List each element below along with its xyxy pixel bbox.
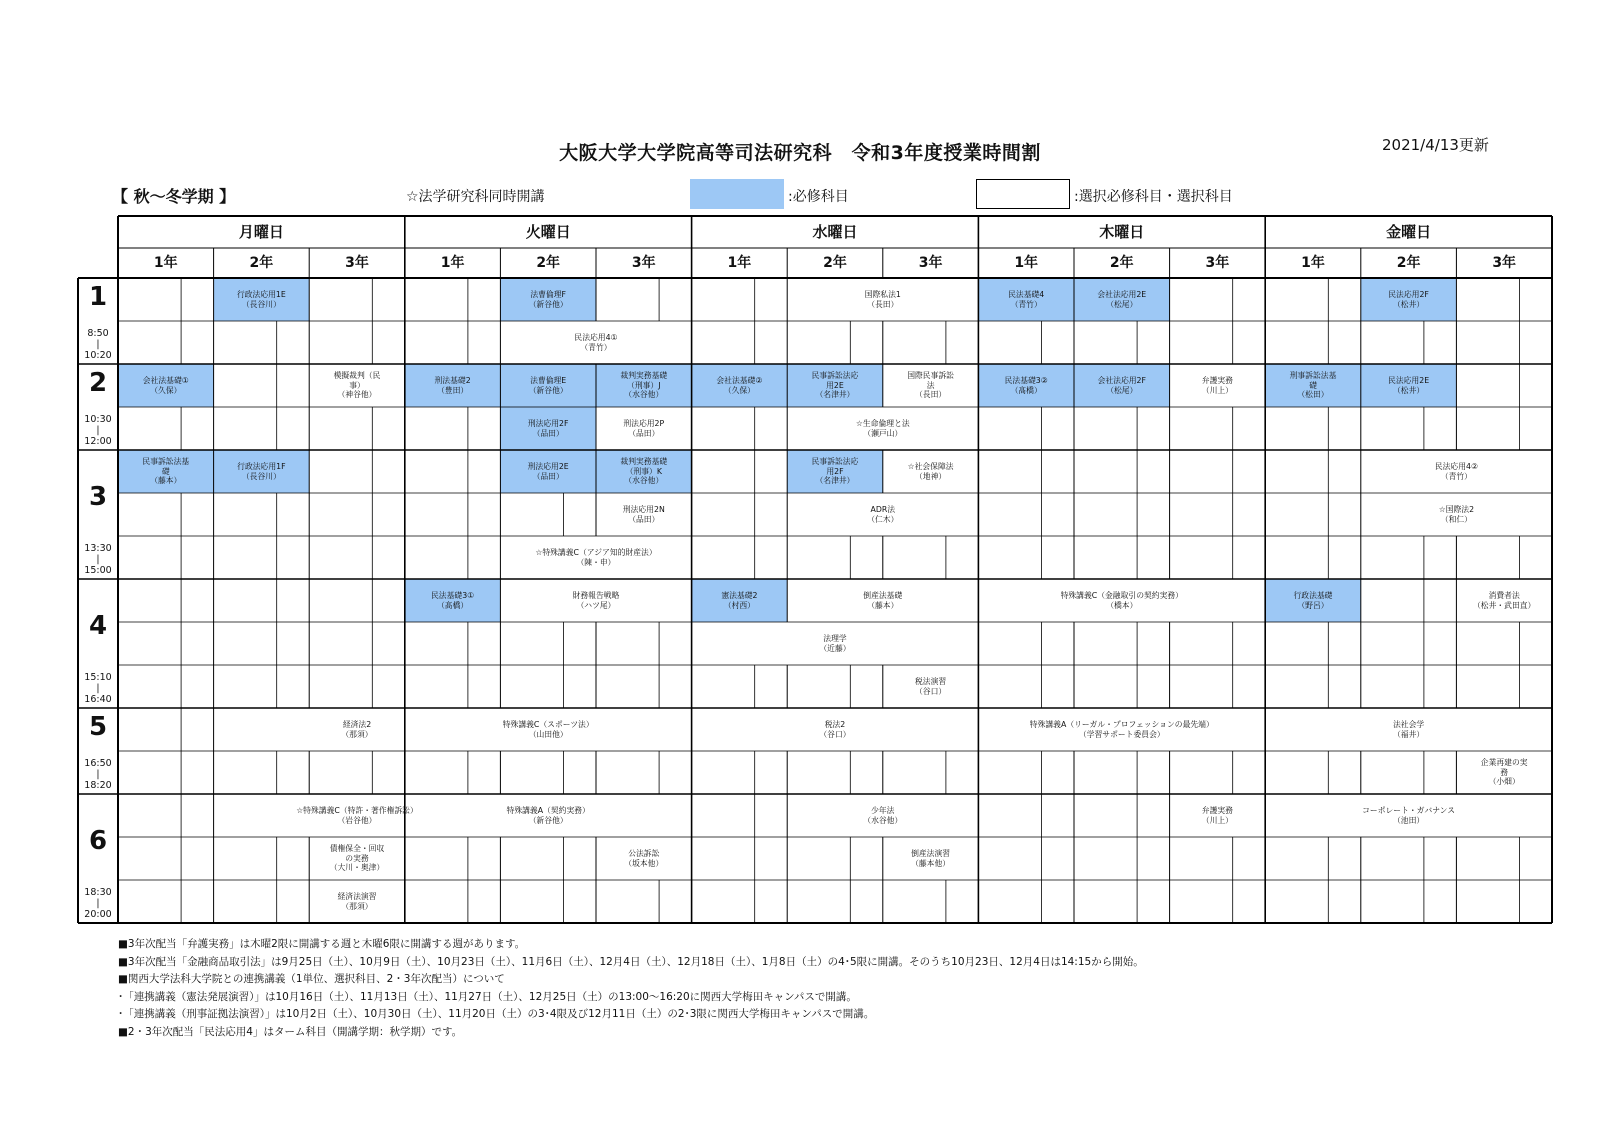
period-time-line: 16:40 xyxy=(84,694,112,705)
course-text: 刑法応用2N xyxy=(622,505,665,514)
note-line: ･「連携講義（刑事証拠法演習）」は10月2日（土）、10月30日（土）、11月20日（土）の3･4限及び12月11日（土）の2･3限に関西大学梅田キャンパスで開講。 xyxy=(118,1008,875,1020)
course-text: （近藤） xyxy=(819,643,851,653)
updated-date: 2021/4/13更新 xyxy=(1382,136,1489,154)
course-text: 特殊講義A（契約実務） xyxy=(506,806,590,815)
course-text: 経済法2 xyxy=(342,720,372,729)
course-text: （学習サポート委員会） xyxy=(1078,729,1165,739)
period-time-line: | xyxy=(96,554,100,565)
course-text: （長谷川） xyxy=(241,471,281,481)
course-text: 国際私法1 xyxy=(864,290,901,299)
course-text: （瀬戸山） xyxy=(863,428,903,438)
course-text: （水谷他） xyxy=(624,390,664,400)
course-text: 会社法基礎① xyxy=(142,376,189,385)
course-text: 刑事訴訟法基 xyxy=(1289,371,1337,381)
course-text: 礎 xyxy=(161,466,170,476)
course-text: （松井・武田直） xyxy=(1473,600,1536,610)
course-text: 行政法応用1F xyxy=(237,462,286,471)
course-text: 用2E xyxy=(826,380,844,390)
course-text: （豊田） xyxy=(437,385,469,395)
course-text: （品田） xyxy=(628,428,660,438)
page-title: 大阪大学大学院高等司法研究科 令和3年度授業時間割 xyxy=(559,142,1041,164)
course-text: （松田） xyxy=(1297,390,1329,400)
course-text: （谷口） xyxy=(915,686,947,696)
course-text: ☆生命倫理と法 xyxy=(855,419,910,428)
course-text: の実務 xyxy=(345,853,369,863)
course-text: 法社会学 xyxy=(1392,720,1425,729)
course-text: （神谷他） xyxy=(337,390,377,400)
course-text: 民事訴訟法応 xyxy=(811,371,859,381)
period-time-line: | xyxy=(96,339,100,350)
course-text: （那須） xyxy=(341,729,373,739)
course-text: 法曹倫理F xyxy=(530,290,567,299)
course-text: 公法訴訟 xyxy=(628,849,660,858)
course-text: 会社法応用2E xyxy=(1097,290,1147,299)
day-header: 金曜日 xyxy=(1386,223,1432,241)
year-header: 2年 xyxy=(249,255,274,271)
course-text: （谷口） xyxy=(819,729,851,739)
course-text: （和仁） xyxy=(1440,514,1472,524)
day-header: 月曜日 xyxy=(238,223,284,241)
course-text: （刑事）J xyxy=(627,380,661,390)
course-text: （小畑） xyxy=(1488,777,1520,787)
course-text: （刑事）K xyxy=(625,466,662,476)
course-text: 消費者法 xyxy=(1488,591,1520,600)
year-header: 3年 xyxy=(345,255,369,271)
year-header: 3年 xyxy=(631,255,656,271)
period-time-line: | xyxy=(96,769,100,780)
period-time xyxy=(78,758,118,791)
course-text: 裁判実務基礎 xyxy=(620,457,668,467)
course-text: 特殊講義C（金融取引の契約実務） xyxy=(1060,591,1183,600)
course-text: 法 xyxy=(926,380,935,390)
course-text: （川上） xyxy=(1201,385,1233,395)
course-text: （青竹） xyxy=(1440,471,1472,481)
period-number: 4 xyxy=(88,611,108,641)
course-text: （福井） xyxy=(1392,729,1425,739)
course-text: （名津井） xyxy=(815,390,855,400)
course-text: ADR法 xyxy=(870,505,896,514)
year-header: 2年 xyxy=(1396,255,1421,271)
legend-elective-label: :選択必修科目・選択科目 xyxy=(1074,189,1233,205)
course-text: 行政法応用1E xyxy=(236,290,286,299)
course-text: （池田） xyxy=(1392,815,1425,825)
course-text: 民法基礎3① xyxy=(431,591,475,600)
course-text: コーポレート・ガバナンス xyxy=(1362,806,1456,815)
course-text: （仁木） xyxy=(867,514,899,524)
course-text: （野呂） xyxy=(1297,600,1329,610)
course-text: （久保） xyxy=(723,385,755,395)
period-number: 6 xyxy=(88,826,108,856)
course-text: （長田） xyxy=(915,390,947,400)
period-time xyxy=(78,328,118,361)
course-text: 特殊講義C（スポーツ法） xyxy=(502,720,594,729)
course-text: 民法応用4① xyxy=(574,333,618,342)
course-text: （青竹） xyxy=(580,342,612,352)
course-text: 企業再建の実 xyxy=(1480,758,1528,768)
course-text: （坂本他） xyxy=(624,858,664,868)
course-text: 特殊講義A（リーガル・プロフェッションの最先端） xyxy=(1029,720,1214,729)
course-text: （長谷川） xyxy=(241,299,281,309)
note-line: ■3年次配当「金融商品取引法」は9月25日（土）、10月9日（土）、10月23日（土）、11月6日（土）、12月4日（土）、12月18日（土）、1月8日（土）の4･5限に開講。そのうち10月23日、12月4日は14:15から開始。 xyxy=(118,955,1144,968)
period-number: 1 xyxy=(88,282,108,312)
course-text: 倒産法演習 xyxy=(911,849,951,858)
day-header: 火曜日 xyxy=(525,223,571,241)
period-time-line: | xyxy=(96,683,100,694)
course-text: （品田） xyxy=(532,471,564,481)
day-header: 木曜日 xyxy=(1099,223,1145,241)
note-line: ■3年次配当「弁護実務」は木曜2限に開講する週と木曜6限に開講する週があります。 xyxy=(118,938,526,950)
note-line: ■2・3年次配当「民法応用4」はターム科目（開講学期：秋学期）です。 xyxy=(118,1025,463,1038)
course-text: （藤本） xyxy=(150,476,182,486)
course-text: 刑法基礎2 xyxy=(434,376,471,385)
period-time-line: 12:00 xyxy=(84,436,112,447)
course-text: （髙橋） xyxy=(437,600,469,610)
year-header: 1年 xyxy=(1301,255,1325,271)
course-text: （青竹） xyxy=(1010,299,1042,309)
course-text: 法曹倫理E xyxy=(530,376,567,385)
course-text: （ハツ尾） xyxy=(576,600,616,610)
course-text: 民法応用2F xyxy=(1388,290,1429,299)
course-text: （村西） xyxy=(723,600,755,610)
course-text: 法理学 xyxy=(823,634,847,643)
course-text: 財務報告戦略 xyxy=(572,591,620,600)
course-text: （松尾） xyxy=(1106,385,1138,395)
period-time-line: 10:20 xyxy=(84,350,112,361)
course-text: （岩谷他） xyxy=(337,815,377,825)
course-text: 民事訴訟法基 xyxy=(142,457,190,467)
course-text: 用2F xyxy=(826,466,844,476)
course-text: （品田） xyxy=(628,514,660,524)
day-header: 水曜日 xyxy=(812,223,858,241)
year-header: 1年 xyxy=(727,255,752,271)
course-text: 国際民事訴訟 xyxy=(907,371,954,381)
course-text: （水谷他） xyxy=(863,815,903,825)
course-text: （名津井） xyxy=(815,476,855,486)
period-time xyxy=(78,414,118,447)
period-time xyxy=(78,672,118,705)
course-text: 裁判実務基礎 xyxy=(620,371,668,381)
course-text: 会社法基礎② xyxy=(716,376,763,385)
course-text: 民事訴訟法応 xyxy=(811,457,859,467)
period-time xyxy=(78,887,118,920)
course-text: （松井） xyxy=(1393,299,1425,309)
course-text: ☆特殊講義C（特許・著作権訴訟） xyxy=(296,806,418,815)
course-text: 弁護実務 xyxy=(1201,376,1233,385)
course-text: 行政法基礎 xyxy=(1293,591,1333,600)
course-text: 刑法応用2F xyxy=(527,419,569,428)
course-text: （髙橋） xyxy=(1010,385,1042,395)
course-text: （陳・申） xyxy=(576,557,616,567)
period-time-line: 13:30 xyxy=(84,543,112,554)
course-text: 事） xyxy=(349,380,365,390)
course-text: 弁護実務 xyxy=(1201,806,1233,815)
period-time-line: 16:50 xyxy=(84,758,112,769)
year-header: 3年 xyxy=(1205,255,1230,271)
period-time-line: 10:30 xyxy=(84,414,112,425)
period-time-line: | xyxy=(96,898,100,909)
year-header: 1年 xyxy=(1014,255,1039,271)
term-label: 【 秋～冬学期 】 xyxy=(112,187,236,206)
year-header: 2年 xyxy=(536,255,561,271)
course-text: （藤本他） xyxy=(911,858,951,868)
course-text: （水谷他） xyxy=(624,476,664,486)
course-text: （久保） xyxy=(150,385,182,395)
period-number: 2 xyxy=(88,368,108,398)
year-header: 3年 xyxy=(918,255,943,271)
course-text: （橋本） xyxy=(1106,600,1138,610)
period-number: 3 xyxy=(88,482,108,512)
note-line: ■関西大学法科大学院との連携講義（1単位、選択科目、2・3年次配当）について xyxy=(118,973,505,985)
year-header: 2年 xyxy=(1109,255,1134,271)
course-text: 債権保全・回収 xyxy=(329,844,385,854)
course-text: （新谷他） xyxy=(528,385,568,395)
note-line: ･「連携講義（憲法発展演習）」は10月16日（土）、11月13日（土）、11月27日（土）、12月25日（土）の13:00～16:20に関西大学梅田キャンパスで開講。 xyxy=(118,990,857,1003)
course-text: ☆特殊講義C（アジア知的財産法） xyxy=(535,548,657,557)
course-text: 刑法応用2P xyxy=(623,419,665,428)
year-header: 1年 xyxy=(153,255,178,271)
course-text: 模擬裁判（民 xyxy=(333,371,381,381)
course-text: （地神） xyxy=(915,471,947,481)
course-text: 倒産法基礎 xyxy=(863,591,903,600)
period-time-line: 15:10 xyxy=(84,672,112,683)
course-text: 民法応用4② xyxy=(1434,462,1478,471)
course-text: 民法基礎3② xyxy=(1004,376,1048,385)
course-text: 務 xyxy=(1500,767,1509,777)
course-text: （山田他） xyxy=(528,729,568,739)
course-text: 会社法応用2F xyxy=(1097,376,1147,385)
course-text: （新谷他） xyxy=(528,815,568,825)
year-header: 3年 xyxy=(1492,255,1517,271)
course-text: ☆社会保障法 xyxy=(907,462,954,471)
period-time-line: 20:00 xyxy=(84,909,112,920)
period-time-line: 18:20 xyxy=(84,780,112,791)
period-time-line: 18:30 xyxy=(84,887,112,898)
course-text: ☆国際法2 xyxy=(1438,505,1475,514)
year-header: 1年 xyxy=(440,255,465,271)
course-text: 礎 xyxy=(1309,380,1317,390)
period-time-line: | xyxy=(96,425,100,436)
course-text: 民法応用2E xyxy=(1388,376,1430,385)
course-text: （川上） xyxy=(1201,815,1233,825)
course-text: （松尾） xyxy=(1106,299,1138,309)
course-text: 憲法基礎2 xyxy=(721,591,758,600)
course-text: 刑法応用2E xyxy=(527,462,569,471)
legend-star-label: ☆法学研究科同時開講 xyxy=(406,189,545,205)
course-text: （長田） xyxy=(867,299,899,309)
course-text: （新谷他） xyxy=(528,299,568,309)
course-text: （那須） xyxy=(341,901,373,911)
course-text: 経済法演習 xyxy=(337,892,377,901)
course-text: 民法基礎4 xyxy=(1008,290,1045,299)
legend-required-label: :必修科目 xyxy=(788,189,849,205)
course-text: 税法演習 xyxy=(915,677,947,686)
period-number: 5 xyxy=(88,712,108,742)
period-time-line: 8:50 xyxy=(87,328,109,339)
course-text: （藤本） xyxy=(867,600,899,610)
period-time xyxy=(78,543,118,576)
course-text: （松井） xyxy=(1393,385,1425,395)
course-text: 少年法 xyxy=(871,806,895,815)
course-text: （大川・奥津） xyxy=(329,863,385,873)
course-text: 税法2 xyxy=(824,720,846,729)
course-text: （品田） xyxy=(532,428,564,438)
year-header: 2年 xyxy=(823,255,847,271)
period-time-line: 15:00 xyxy=(84,565,112,576)
